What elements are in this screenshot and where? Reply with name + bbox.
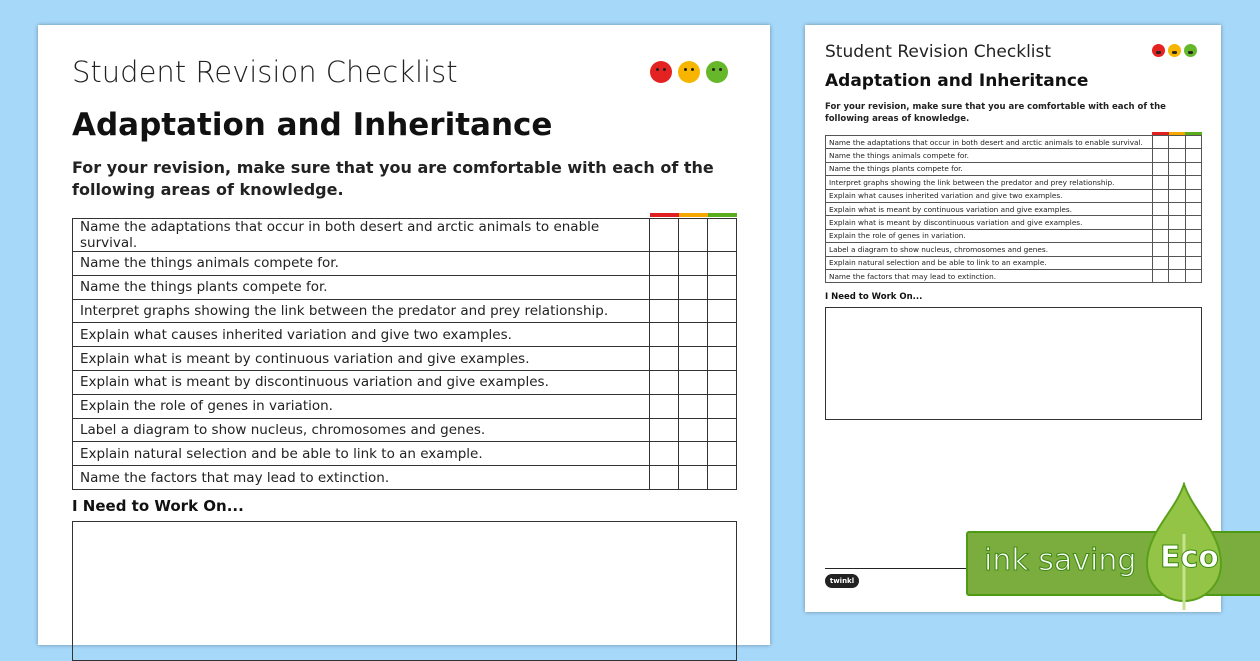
checklist-row-small (826, 256, 1202, 269)
rating-checkbox-amber[interactable] (679, 323, 708, 347)
rating-checkbox-amber[interactable] (1169, 269, 1186, 282)
rating-checkbox-amber[interactable] (679, 219, 708, 252)
rating-checkbox-green[interactable] (708, 275, 737, 299)
checklist-row (73, 252, 737, 276)
checklist-item-text: Name the things animals compete for. (826, 149, 1153, 162)
rating-checkbox-green[interactable] (1185, 149, 1202, 162)
rating-checkbox-amber[interactable] (679, 275, 708, 299)
rating-checkbox-red[interactable] (650, 219, 679, 252)
happy-face-icon (1184, 44, 1197, 57)
rating-checkbox-red[interactable] (1152, 202, 1169, 215)
checklist-row-small (826, 216, 1202, 229)
checklist-row (73, 347, 737, 371)
rating-checkbox-red[interactable] (1152, 243, 1169, 256)
rating-checkbox-green[interactable] (708, 394, 737, 418)
rating-checkbox-green[interactable] (1185, 243, 1202, 256)
checklist-row-small (826, 162, 1202, 175)
rating-checkbox-green[interactable] (708, 466, 737, 490)
rating-checkbox-amber[interactable] (1169, 136, 1186, 149)
checklist-item-text: Name the factors that may lead to extinction. (826, 269, 1153, 282)
rating-checkbox-green[interactable] (1185, 136, 1202, 149)
checklist-item-text: Explain what causes inherited variation and give two examples. (826, 189, 1153, 202)
checklist-item-text: Name the things plants compete for. (73, 275, 650, 299)
checklist-item-text: Name the adaptations that occur in both desert and arctic animals to enable survival. (826, 136, 1153, 149)
rating-checkbox-green[interactable] (1185, 162, 1202, 175)
happy-face-icon (706, 61, 728, 83)
checklist-row-small (826, 202, 1202, 215)
worksheet-title-small: Adaptation and Inheritance (825, 71, 1089, 91)
rating-checkbox-red[interactable] (650, 442, 679, 466)
rating-checkbox-red[interactable] (1152, 136, 1169, 149)
rating-checkbox-amber[interactable] (1169, 243, 1186, 256)
checklist-item-text: Explain what is meant by continuous variation and give examples. (73, 347, 650, 371)
rating-checkbox-amber[interactable] (1169, 162, 1186, 175)
rating-checkbox-amber[interactable] (679, 442, 708, 466)
checklist-row (73, 219, 737, 252)
rating-checkbox-red[interactable] (650, 299, 679, 323)
checklist-row-small (826, 189, 1202, 202)
rating-checkbox-amber[interactable] (1169, 189, 1186, 202)
rating-checkbox-amber[interactable] (679, 347, 708, 371)
rating-checkbox-green[interactable] (1185, 176, 1202, 189)
rating-checkbox-green[interactable] (708, 323, 737, 347)
checklist-item-text: Explain what is meant by discontinuous variation and give examples. (826, 216, 1153, 229)
checklist-item-text: Interpret graphs showing the link between the predator and prey relationship. (826, 176, 1153, 189)
sad-face-icon (650, 61, 672, 83)
rating-checkbox-green[interactable] (708, 299, 737, 323)
rating-checkbox-green[interactable] (1185, 202, 1202, 215)
rating-checkbox-amber[interactable] (1169, 149, 1186, 162)
work-on-box (72, 521, 737, 661)
footer-line (825, 568, 975, 569)
checklist-item-text: Explain what causes inherited variation and give two examples. (73, 323, 650, 347)
checklist-row (73, 370, 737, 394)
rating-checkbox-red[interactable] (650, 466, 679, 490)
checklist-item-text: Name the things animals compete for. (73, 252, 650, 276)
checklist-row-small (826, 229, 1202, 242)
rating-checkbox-amber[interactable] (1169, 176, 1186, 189)
rating-checkbox-amber[interactable] (1169, 202, 1186, 215)
rating-checkbox-amber[interactable] (679, 370, 708, 394)
checklist-row-small (826, 136, 1202, 149)
work-on-label-small: I Need to Work On... (825, 292, 923, 302)
checklist-row-small (826, 149, 1202, 162)
checklist-item-text: Explain the role of genes in variation. (826, 229, 1153, 242)
checklist-item-text: Explain natural selection and be able to link to an example. (73, 442, 650, 466)
rating-color-bars (650, 213, 737, 217)
neutral-face-icon (678, 61, 700, 83)
worksheet-subtitle-small: Student Revision Checklist (825, 42, 1052, 62)
checklist-item-text: Explain what is meant by discontinuous variation and give examples. (73, 370, 650, 394)
checklist-item-text: Name the factors that may lead to extinction. (73, 466, 650, 490)
rating-checkbox-green[interactable] (708, 442, 737, 466)
checklist-row (73, 394, 737, 418)
intro-text: For your revision, make sure that you are comfortable with each of the following areas of knowledge. (72, 158, 714, 199)
rating-checkbox-red[interactable] (650, 394, 679, 418)
checklist-row (73, 466, 737, 490)
rating-checkbox-red[interactable] (650, 418, 679, 442)
worksheet-preview-large (38, 25, 770, 645)
rating-checkbox-red[interactable] (1152, 256, 1169, 269)
rating-checkbox-amber[interactable] (679, 418, 708, 442)
rating-checkbox-green[interactable] (1185, 269, 1202, 282)
rating-checkbox-green[interactable] (708, 347, 737, 371)
rating-checkbox-red[interactable] (1152, 176, 1169, 189)
neutral-face-icon (1168, 44, 1181, 57)
work-on-label: I Need to Work On... (72, 497, 244, 515)
checklist-item-text: Explain the role of genes in variation. (73, 394, 650, 418)
rating-checkbox-red[interactable] (1152, 216, 1169, 229)
rating-checkbox-red[interactable] (1152, 149, 1169, 162)
rating-checkbox-green[interactable] (1185, 189, 1202, 202)
rating-checkbox-amber[interactable] (1169, 256, 1186, 269)
checklist-row (73, 418, 737, 442)
rating-checkbox-amber[interactable] (679, 466, 708, 490)
rating-checkbox-amber[interactable] (1169, 229, 1186, 242)
ink-saving-text: ink saving (984, 543, 1137, 578)
rating-checkbox-red[interactable] (650, 252, 679, 276)
eco-label: Eco (1160, 540, 1219, 575)
rating-checkbox-green[interactable] (708, 370, 737, 394)
twinkl-logo: twinkl (825, 574, 859, 588)
rating-checkbox-amber[interactable] (679, 252, 708, 276)
checklist-item-text: Label a diagram to show nucleus, chromosomes and genes. (826, 243, 1153, 256)
rating-checkbox-green[interactable] (1185, 216, 1202, 229)
checklist-item-text: Explain natural selection and be able to link to an example. (826, 256, 1153, 269)
checklist-item-text: Interpret graphs showing the link between the predator and prey relationship. (73, 299, 650, 323)
rating-checkbox-red[interactable] (650, 347, 679, 371)
intro-text-small: For your revision, make sure that you are comfortable with each of the following areas of knowledge. (825, 102, 1166, 124)
work-on-box-small (825, 307, 1202, 420)
rating-checkbox-green[interactable] (1185, 229, 1202, 242)
checklist-item-text: Name the things plants compete for. (826, 162, 1153, 175)
rating-checkbox-green[interactable] (1185, 256, 1202, 269)
rating-checkbox-red[interactable] (1152, 269, 1169, 282)
rating-checkbox-amber[interactable] (679, 394, 708, 418)
checklist-row (73, 323, 737, 347)
rating-checkbox-amber[interactable] (679, 299, 708, 323)
rating-checkbox-red[interactable] (650, 370, 679, 394)
rating-checkbox-red[interactable] (1152, 162, 1169, 175)
checklist-table-small (825, 135, 1202, 283)
rating-checkbox-green[interactable] (708, 418, 737, 442)
checklist-row-small (826, 243, 1202, 256)
checklist-row (73, 275, 737, 299)
checklist-row-small (826, 269, 1202, 282)
rating-checkbox-red[interactable] (650, 323, 679, 347)
checklist-table (72, 218, 737, 490)
checklist-item-text: Label a diagram to show nucleus, chromosomes and genes. (73, 418, 650, 442)
rating-checkbox-red[interactable] (1152, 229, 1169, 242)
rating-checkbox-amber[interactable] (1169, 216, 1186, 229)
rating-checkbox-green[interactable] (708, 219, 737, 252)
rating-checkbox-green[interactable] (708, 252, 737, 276)
checklist-row (73, 299, 737, 323)
sad-face-icon (1152, 44, 1165, 57)
rating-checkbox-red[interactable] (650, 275, 679, 299)
checklist-item-text: Explain what is meant by continuous variation and give examples. (826, 202, 1153, 215)
rating-checkbox-red[interactable] (1152, 189, 1169, 202)
checklist-item-text: Name the adaptations that occur in both desert and arctic animals to enable survival. (73, 219, 650, 252)
worksheet-subtitle: Student Revision Checklist (72, 55, 458, 89)
checklist-row-small (826, 176, 1202, 189)
worksheet-title: Adaptation and Inheritance (72, 107, 553, 143)
checklist-row (73, 442, 737, 466)
